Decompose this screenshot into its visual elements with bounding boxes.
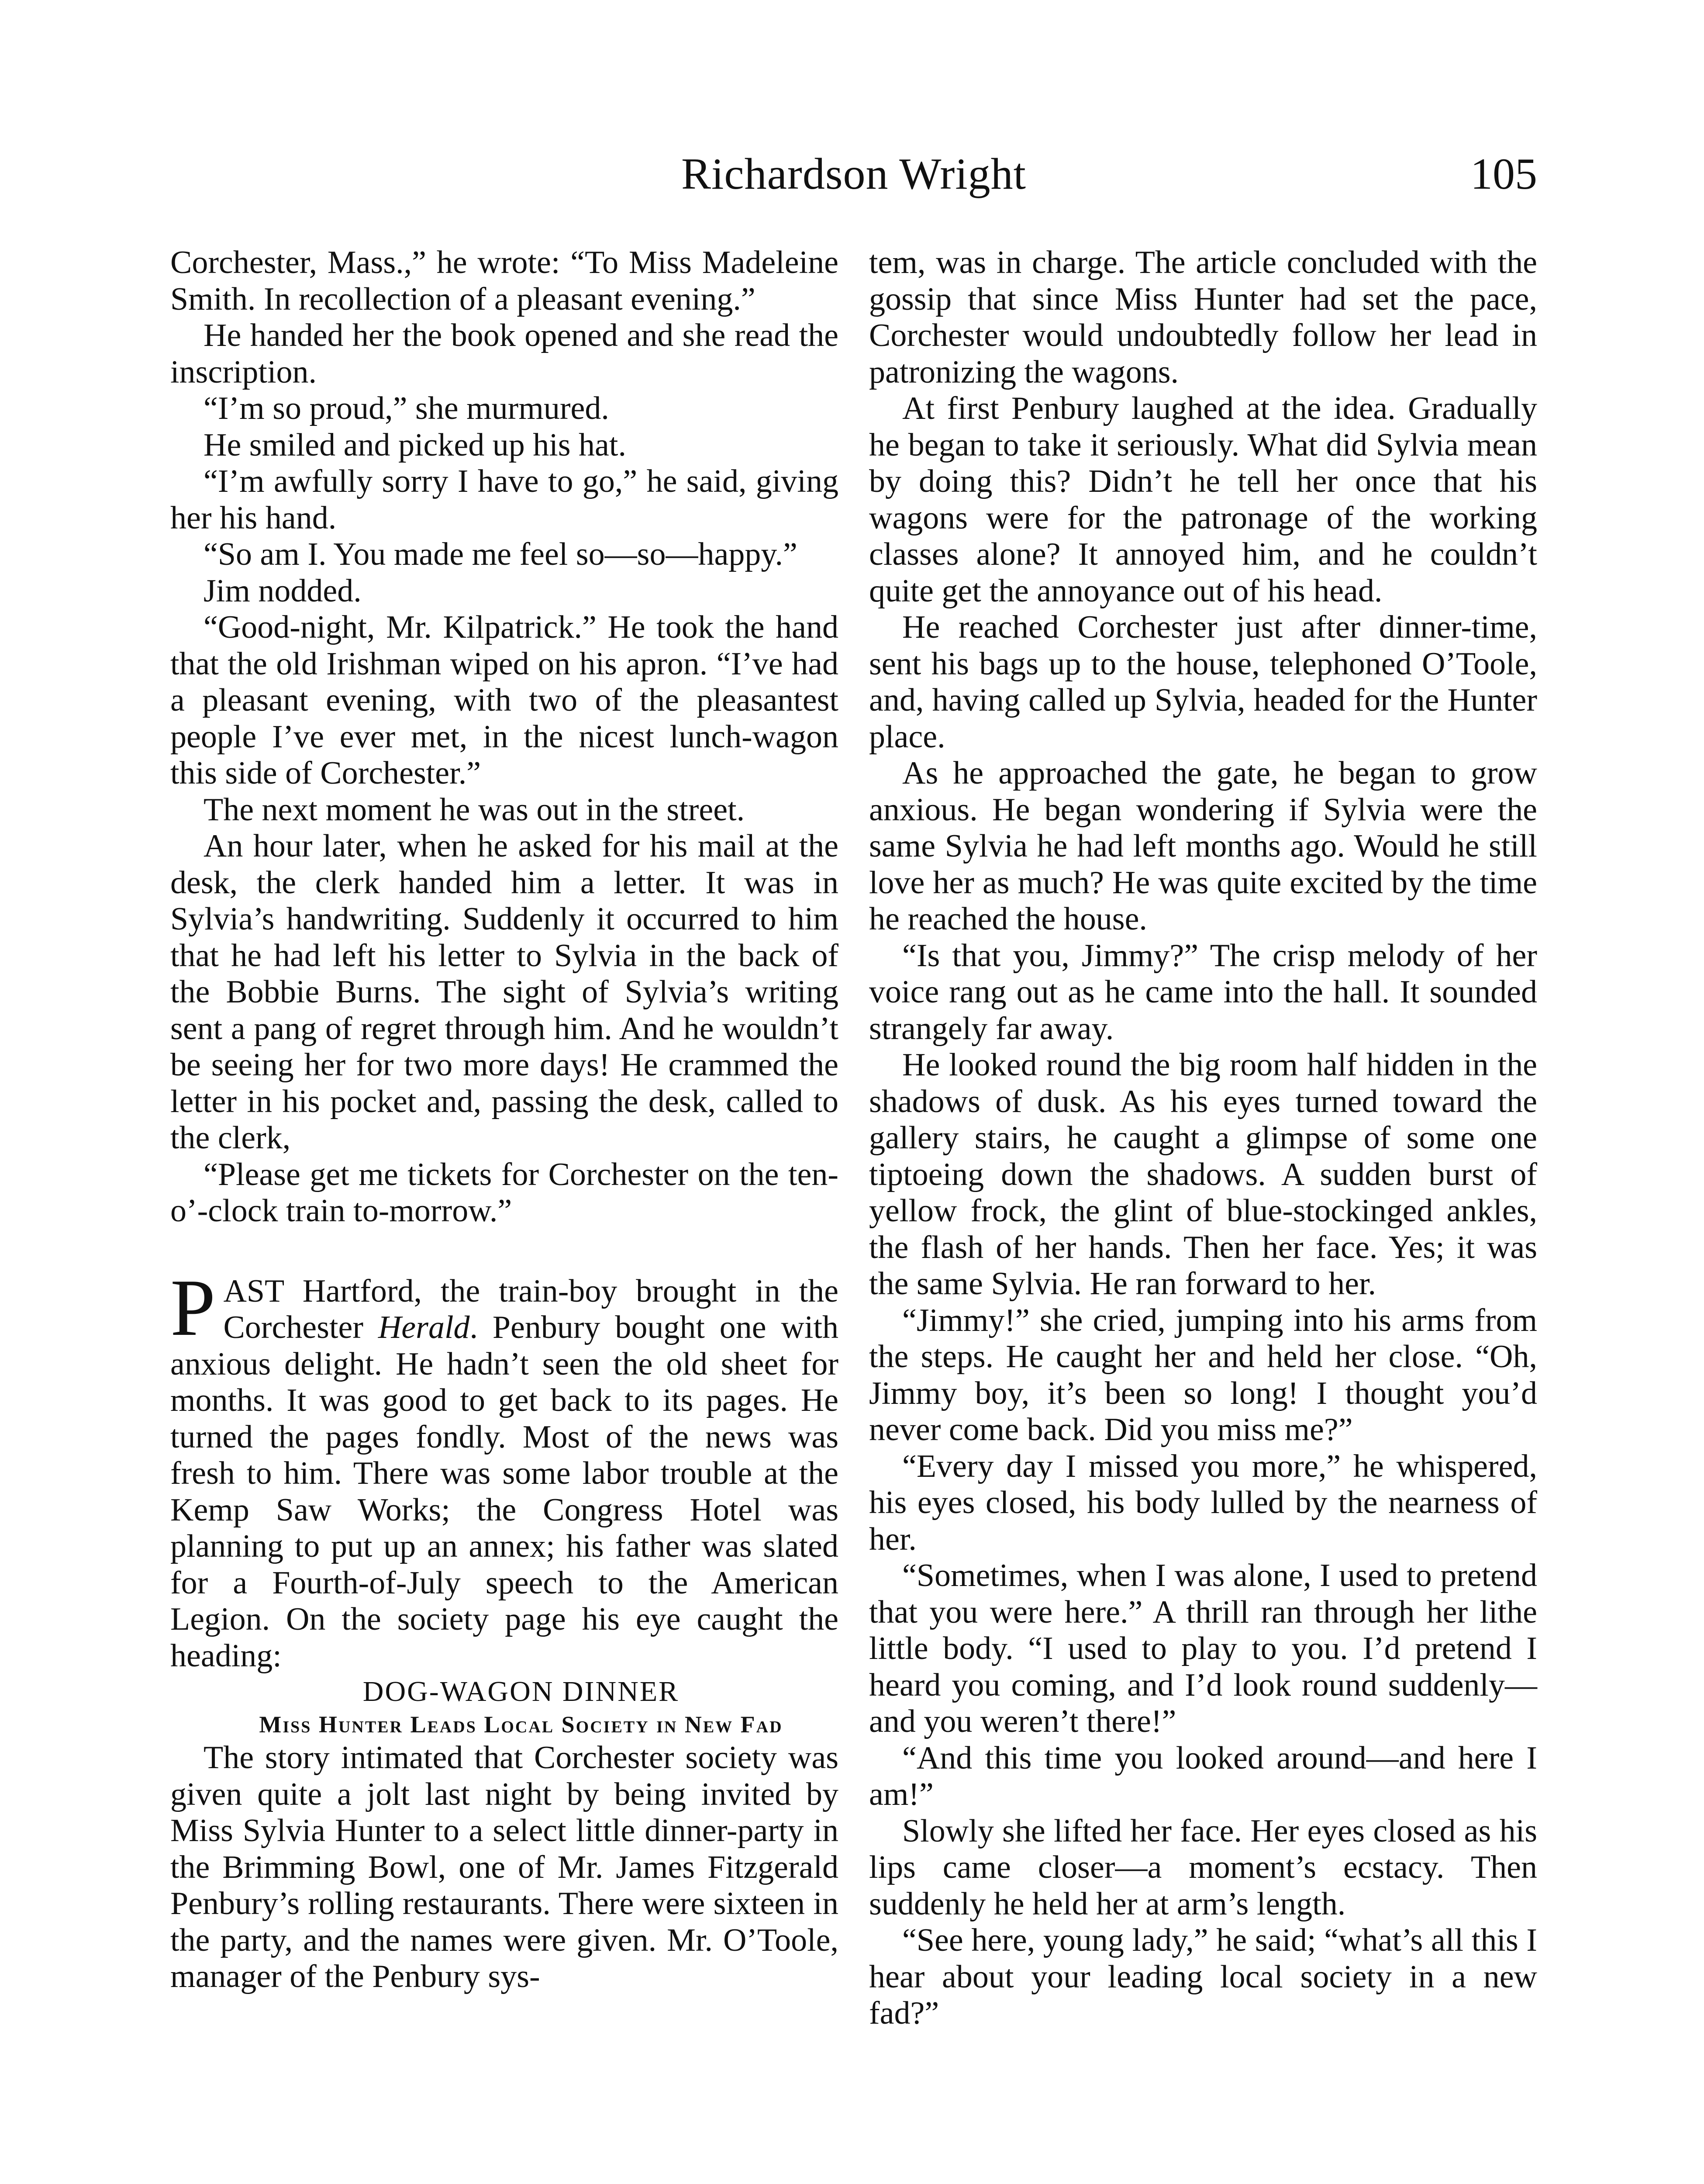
paragraph: “Jimmy!” she cried, jumping into his arms from the steps. He caught her and held her close. “Oh, Jimmy boy, it’s been so long! I thought you’d never come back. Did you miss me?”	[869, 1302, 1537, 1448]
paragraph: At first Penbury laughed at the idea. Gradually he began to take it seriously. What did Sylvia mean by doing this? Didn’t he tell her once that his wagons were for the patronage of the working classes alone? It annoyed him, and he couldn’t quite get the annoyance out of his head.	[869, 390, 1537, 609]
paragraph: He handed her the book opened and she read the inscription.	[170, 318, 838, 390]
paragraph: An hour later, when he asked for his mail at the desk, the clerk handed him a letter. It was in Sylvia’s handwriting. Suddenly it occurred to him that he had left his letter to Sylvia in the back of the Bobbie Burns. The sight of Sylvia’s writing sent a pang of regret through him. And he wouldn’t be seeing her for two more days! He crammed the letter in his pocket and, passing the desk, called to the clerk,	[170, 828, 838, 1156]
left-column	[170, 245, 838, 1995]
paragraph: He smiled and picked up his hat.	[204, 427, 626, 463]
page-header	[170, 149, 1537, 214]
paragraph: “I’m awfully sorry I have to go,” he said, giving her his hand.	[170, 463, 838, 536]
paragraph: As he approached the gate, he began to grow anxious. He began wondering if Sylvia were the same Sylvia he had left months ago. Would he still love her as much? He was quite excited by the time he reached the house.	[869, 755, 1537, 937]
paragraph: tem, was in charge. The article concluded with the gossip that since Miss Hunter had set the pace, Corchester would undoubtedly follow her lead in patronizing the wagons.	[869, 245, 1537, 390]
paragraph: “And this time you looked around—and here I am!”	[869, 1740, 1537, 1812]
paragraph: Jim nodded.	[204, 573, 362, 609]
newspaper-title: Herald	[378, 1310, 470, 1345]
paragraph: “So am I. You made me feel so—so—happy.”	[204, 536, 797, 572]
section-opening-paragraph	[170, 1262, 839, 1675]
paragraph: He looked round the big room half hidden in the shadows of dusk. As his eyes turned toward the gallery stairs, he caught a glimpse of some one tiptoeing down the shadows. A sudden burst of yellow frock, the glint of blue-stockinged ankles, the flash of her hands. Then her face. Yes; it was the same Sylvia. He ran forward to her.	[869, 1047, 1537, 1302]
paragraph: Corchester, Mass.,” he wrote: “To Miss Madeleine Smith. In recollection of a pleasant evening.”	[170, 245, 838, 317]
paragraph: “Good-night, Mr. Kilpatrick.” He took the hand that the old Irishman wiped on his apron. “I’ve had a pleasant evening, with two of the pleasantest people I’ve ever met, in the nicest lunch-wagon this side of Corchester.”	[170, 609, 838, 791]
newspaper-subheadline: Miss Hunter Leads Local Society in New Fad	[259, 1711, 783, 1738]
running-head: Richardson Wright	[681, 149, 1027, 199]
paragraph: The next moment he was out in the street.	[204, 791, 745, 828]
page-number: 105	[1470, 149, 1537, 199]
drop-cap: P	[170, 1262, 216, 1353]
paragraph: The story intimated that Corchester society was given quite a jolt last night by being invited by Miss Sylvia Hunter to a select little dinner-party in the Brimming Bowl, one of Mr. James Fitzgerald Penbury’s rolling restaurants. There were sixteen in the party, and the names were given. Mr. O’Toole, manager of the Penbury sys-	[170, 1740, 838, 1994]
paragraph: “Every day I missed you more,” he whispered, his eyes closed, his body lulled by the nearness of her.	[869, 1448, 1537, 1557]
paragraph-text: AST Hartford, the train-boy brought in the Corchester	[223, 1273, 838, 1345]
paragraph: He reached Corchester just after dinner-time, sent his bags up to the house, telephoned O’Toole, and, having called up Sylvia, headed for the Hunter place.	[869, 609, 1537, 755]
paragraph: “See here, young lady,” he said; “what’s all this I hear about your leading local society in a new fad?”	[869, 1922, 1537, 2031]
paragraph: Slowly she lifted her face. Her eyes closed as his lips came closer—a moment’s ecstacy. Then suddenly he held her at arm’s length.	[869, 1813, 1537, 1922]
paragraph: “Sometimes, when I was alone, I used to pretend that you were here.” A thrill ran through her lithe little body. “I used to play to you. I’d pretend I heard you coming, and I’d look round suddenly—and you weren’t there!”	[869, 1558, 1537, 1739]
paragraph: “Is that you, Jimmy?” The crisp melody of her voice rang out as he came into the hall. It sounded strangely far away.	[869, 937, 1537, 1047]
right-column	[869, 245, 1537, 2032]
newspaper-headline: DOG-WAGON DINNER	[362, 1676, 680, 1707]
paragraph: “I’m so proud,” she murmured.	[204, 390, 609, 426]
paragraph-text: . Penbury bought one with anxious delight. He hadn’t seen the old sheet for months. It was good to get back to its pages. He turned the pages fondly. Most of the news was fresh to him. There was some labor trouble at the Kemp Saw Works; the Congress Hotel was planning to put up an annex; his father was slated for a Fourth-of-July speech to the American Legion. On the society page his eye caught the heading:	[170, 1310, 839, 1674]
paragraph: “Please get me tickets for Corchester on the ten-o’-clock train to-morrow.”	[170, 1156, 838, 1229]
